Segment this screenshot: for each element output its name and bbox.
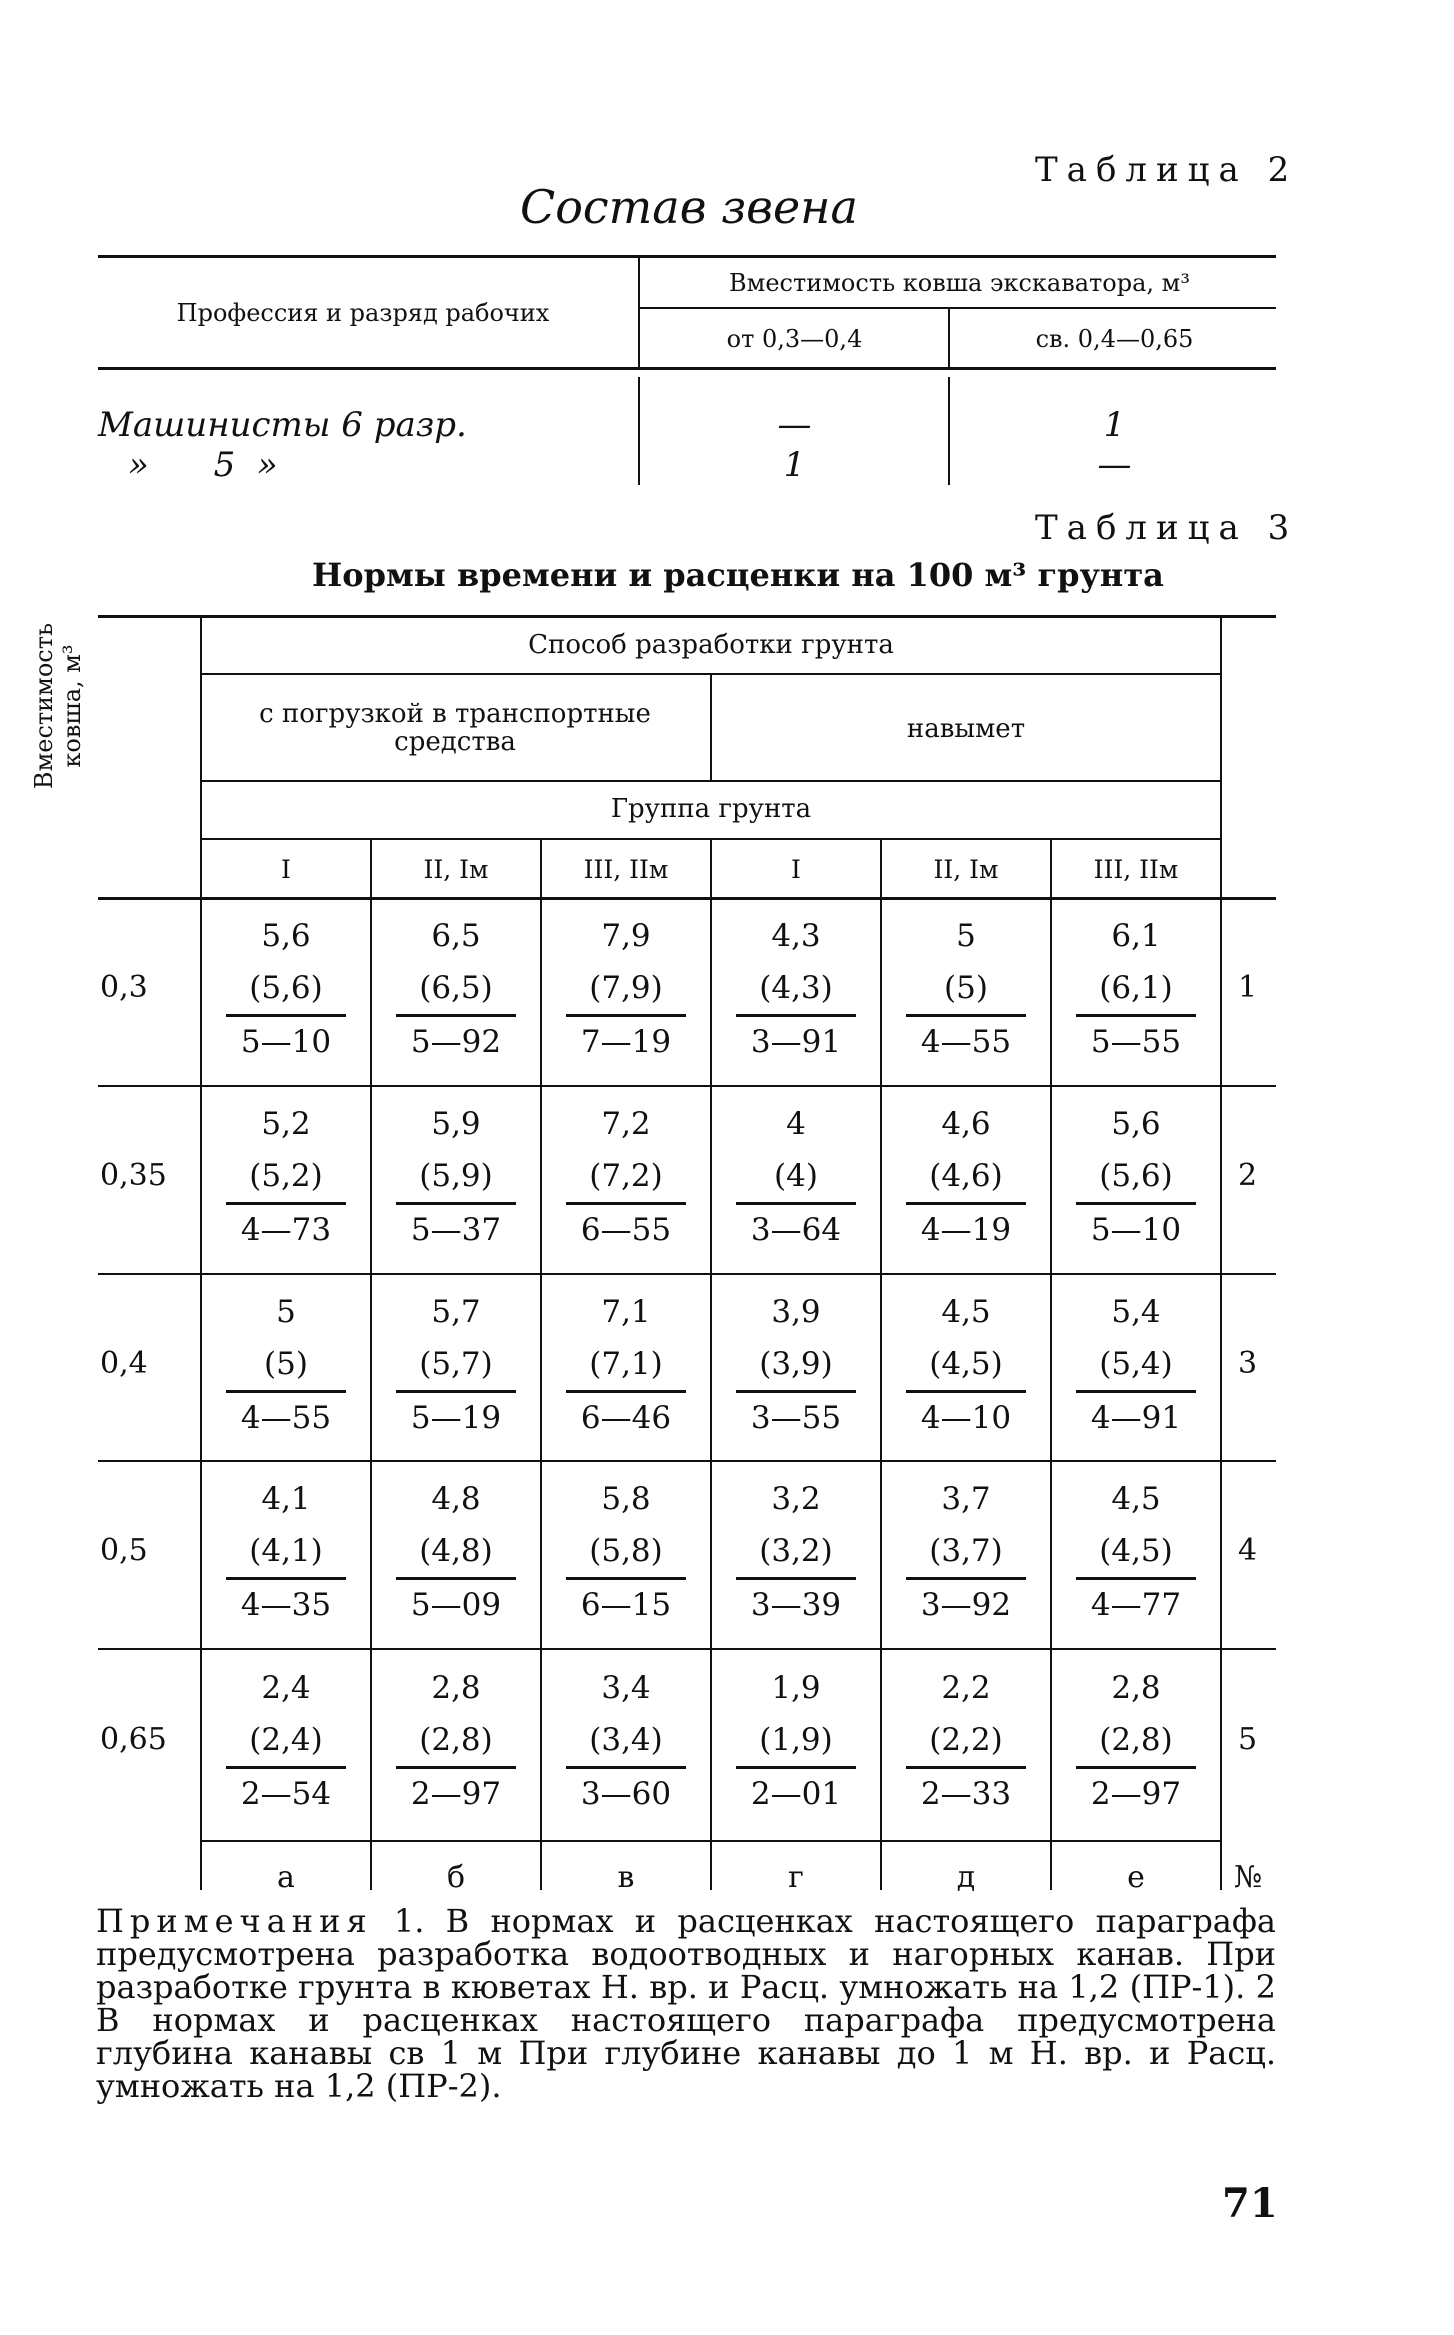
t3-group-b: II, Iм	[423, 855, 489, 884]
rule	[98, 1460, 1276, 1462]
t3-row-volume: 0,5	[100, 1533, 148, 1568]
t2-row2-profession: » 5 »	[128, 445, 278, 485]
t2-header-profession: Профессия и разряд рабочих	[176, 299, 550, 327]
rule	[1050, 840, 1052, 1890]
t3-col-letter: д	[956, 1860, 976, 1895]
t2-row1-c2: 1	[1103, 405, 1126, 445]
t2-row1-profession: Машинисты 6 разр.	[98, 405, 467, 445]
rule	[370, 840, 372, 1890]
t3-header-method: Способ разработки грунта	[528, 630, 894, 660]
notes-text: 1. В нормах и расценках настоящего параграфа предусмотрена разработка водоотводных и нагорных канав. При разработке грунта в кюветах Н. вр. и Расц. умножать на 1,2 (ПР-1). 2 В нормах и расценках настоящего параграфа предусмотрена глубина канавы св 1 м При глубине канавы до 1 м Н. вр. и Расц. умножать на 1,2 (ПР-2).	[96, 1902, 1276, 2105]
t3-row-volume: 0,3	[100, 970, 148, 1005]
rule	[1220, 615, 1222, 1890]
t3-row-number: 2	[1238, 1158, 1258, 1193]
t3-row-number: 5	[1238, 1722, 1258, 1757]
rule	[200, 780, 1222, 782]
t3-cell: 2,4 (2,4) 2—54	[226, 1662, 346, 1819]
t3-cell: 4,3 (4,3) 3—91	[736, 910, 856, 1067]
t3-cell: 3,4 (3,4) 3—60	[566, 1662, 686, 1819]
t3-col-letter: г	[788, 1860, 804, 1895]
table2-title: Состав звена	[520, 180, 858, 234]
t3-cell: 4,8 (4,8) 5—09	[396, 1473, 516, 1630]
t3-cell: 5 (5) 4—55	[226, 1286, 346, 1443]
t3-cell: 4,5 (4,5) 4—77	[1076, 1473, 1196, 1630]
t3-cell: 1,9 (1,9) 2—01	[736, 1662, 856, 1819]
table3-label: Таблица 3	[1035, 508, 1299, 548]
t3-cell: 5,8 (5,8) 6—15	[566, 1473, 686, 1630]
t3-row-number: 4	[1238, 1533, 1258, 1568]
table3-title: Нормы времени и расценки на 100 м³ грунта	[312, 556, 1164, 594]
rule	[98, 1085, 1276, 1087]
t3-cell: 3,9 (3,9) 3—55	[736, 1286, 856, 1443]
t3-cell: 7,2 (7,2) 6—55	[566, 1098, 686, 1255]
t3-cell: 3,7 (3,7) 3—92	[906, 1473, 1026, 1630]
page-number: 71	[1222, 2180, 1278, 2227]
t2-header-capacity: Вместимость ковша экскаватора, м³	[729, 269, 1190, 297]
rule	[880, 840, 882, 1890]
t3-col-letter: а	[277, 1860, 295, 1895]
t3-cell: 2,8 (2,8) 2—97	[396, 1662, 516, 1819]
t3-cell: 3,2 (3,2) 3—39	[736, 1473, 856, 1630]
t3-group-d: I	[791, 855, 801, 884]
t3-number-sign: №	[1234, 1860, 1263, 1895]
t3-row-number: 3	[1238, 1346, 1258, 1381]
t3-cell: 4,5 (4,5) 4—10	[906, 1286, 1026, 1443]
t3-group-e: II, Iм	[933, 855, 999, 884]
t3-group-f: III, IIм	[1093, 855, 1179, 884]
t3-cell: 5,4 (5,4) 4—91	[1076, 1286, 1196, 1443]
t3-cell: 2,8 (2,8) 2—97	[1076, 1662, 1196, 1819]
t3-cell: 5 (5) 4—55	[906, 910, 1026, 1067]
notes	[96, 1902, 1276, 2105]
t3-cell: 7,9 (7,9) 7—19	[566, 910, 686, 1067]
rule	[540, 840, 542, 1890]
t3-cell: 5,2 (5,2) 4—73	[226, 1098, 346, 1255]
t3-cell: 4,6 (4,6) 4—19	[906, 1098, 1026, 1255]
t3-group-c: III, IIм	[583, 855, 669, 884]
rule	[98, 1273, 1276, 1275]
t3-col-letter: б	[446, 1860, 466, 1895]
table2-label: Таблица 2	[1035, 150, 1299, 190]
t3-header-capacity: Вместимость ковша, м³	[30, 622, 86, 790]
t3-group-a: I	[281, 855, 291, 884]
rule	[98, 897, 1276, 900]
t2-col1: от 0,3—0,4	[726, 325, 863, 353]
t3-row-number: 1	[1238, 970, 1258, 1005]
t3-header-loading: с погрузкой в транспортные средства	[259, 699, 651, 757]
t2-row2-c2: —	[1097, 445, 1132, 485]
t3-cell: 5,9 (5,9) 5—37	[396, 1098, 516, 1255]
t3-col-letter: е	[1127, 1860, 1145, 1895]
t3-cell: 7,1 (7,1) 6—46	[566, 1286, 686, 1443]
t3-row-volume: 0,65	[100, 1722, 167, 1757]
t3-cell: 5,7 (5,7) 5—19	[396, 1286, 516, 1443]
t3-header-dump: навымет	[906, 714, 1026, 744]
t2-row2-c1: 1	[783, 445, 806, 485]
rule	[98, 615, 1276, 618]
rule	[710, 840, 712, 1890]
t2-row1-c1: —	[777, 405, 812, 445]
t3-col-letter: в	[617, 1860, 635, 1895]
t3-cell: 6,1 (6,1) 5—55	[1076, 910, 1196, 1067]
t3-cell: 5,6 (5,6) 5—10	[1076, 1098, 1196, 1255]
t3-header-group: Группа грунта	[610, 794, 812, 824]
t3-row-volume: 0,4	[100, 1346, 148, 1381]
t3-cell: 6,5 (6,5) 5—92	[396, 910, 516, 1067]
t2-col2: св. 0,4—0,65	[1035, 325, 1194, 353]
t3-row-volume: 0,35	[100, 1158, 167, 1193]
notes-head: Примечания	[96, 1902, 373, 1940]
t3-cell: 4,1 (4,1) 4—35	[226, 1473, 346, 1630]
t3-cell: 4 (4) 3—64	[736, 1098, 856, 1255]
rule	[98, 1648, 1276, 1650]
t3-cell: 5,6 (5,6) 5—10	[226, 910, 346, 1067]
t3-cell: 2,2 (2,2) 2—33	[906, 1662, 1026, 1819]
